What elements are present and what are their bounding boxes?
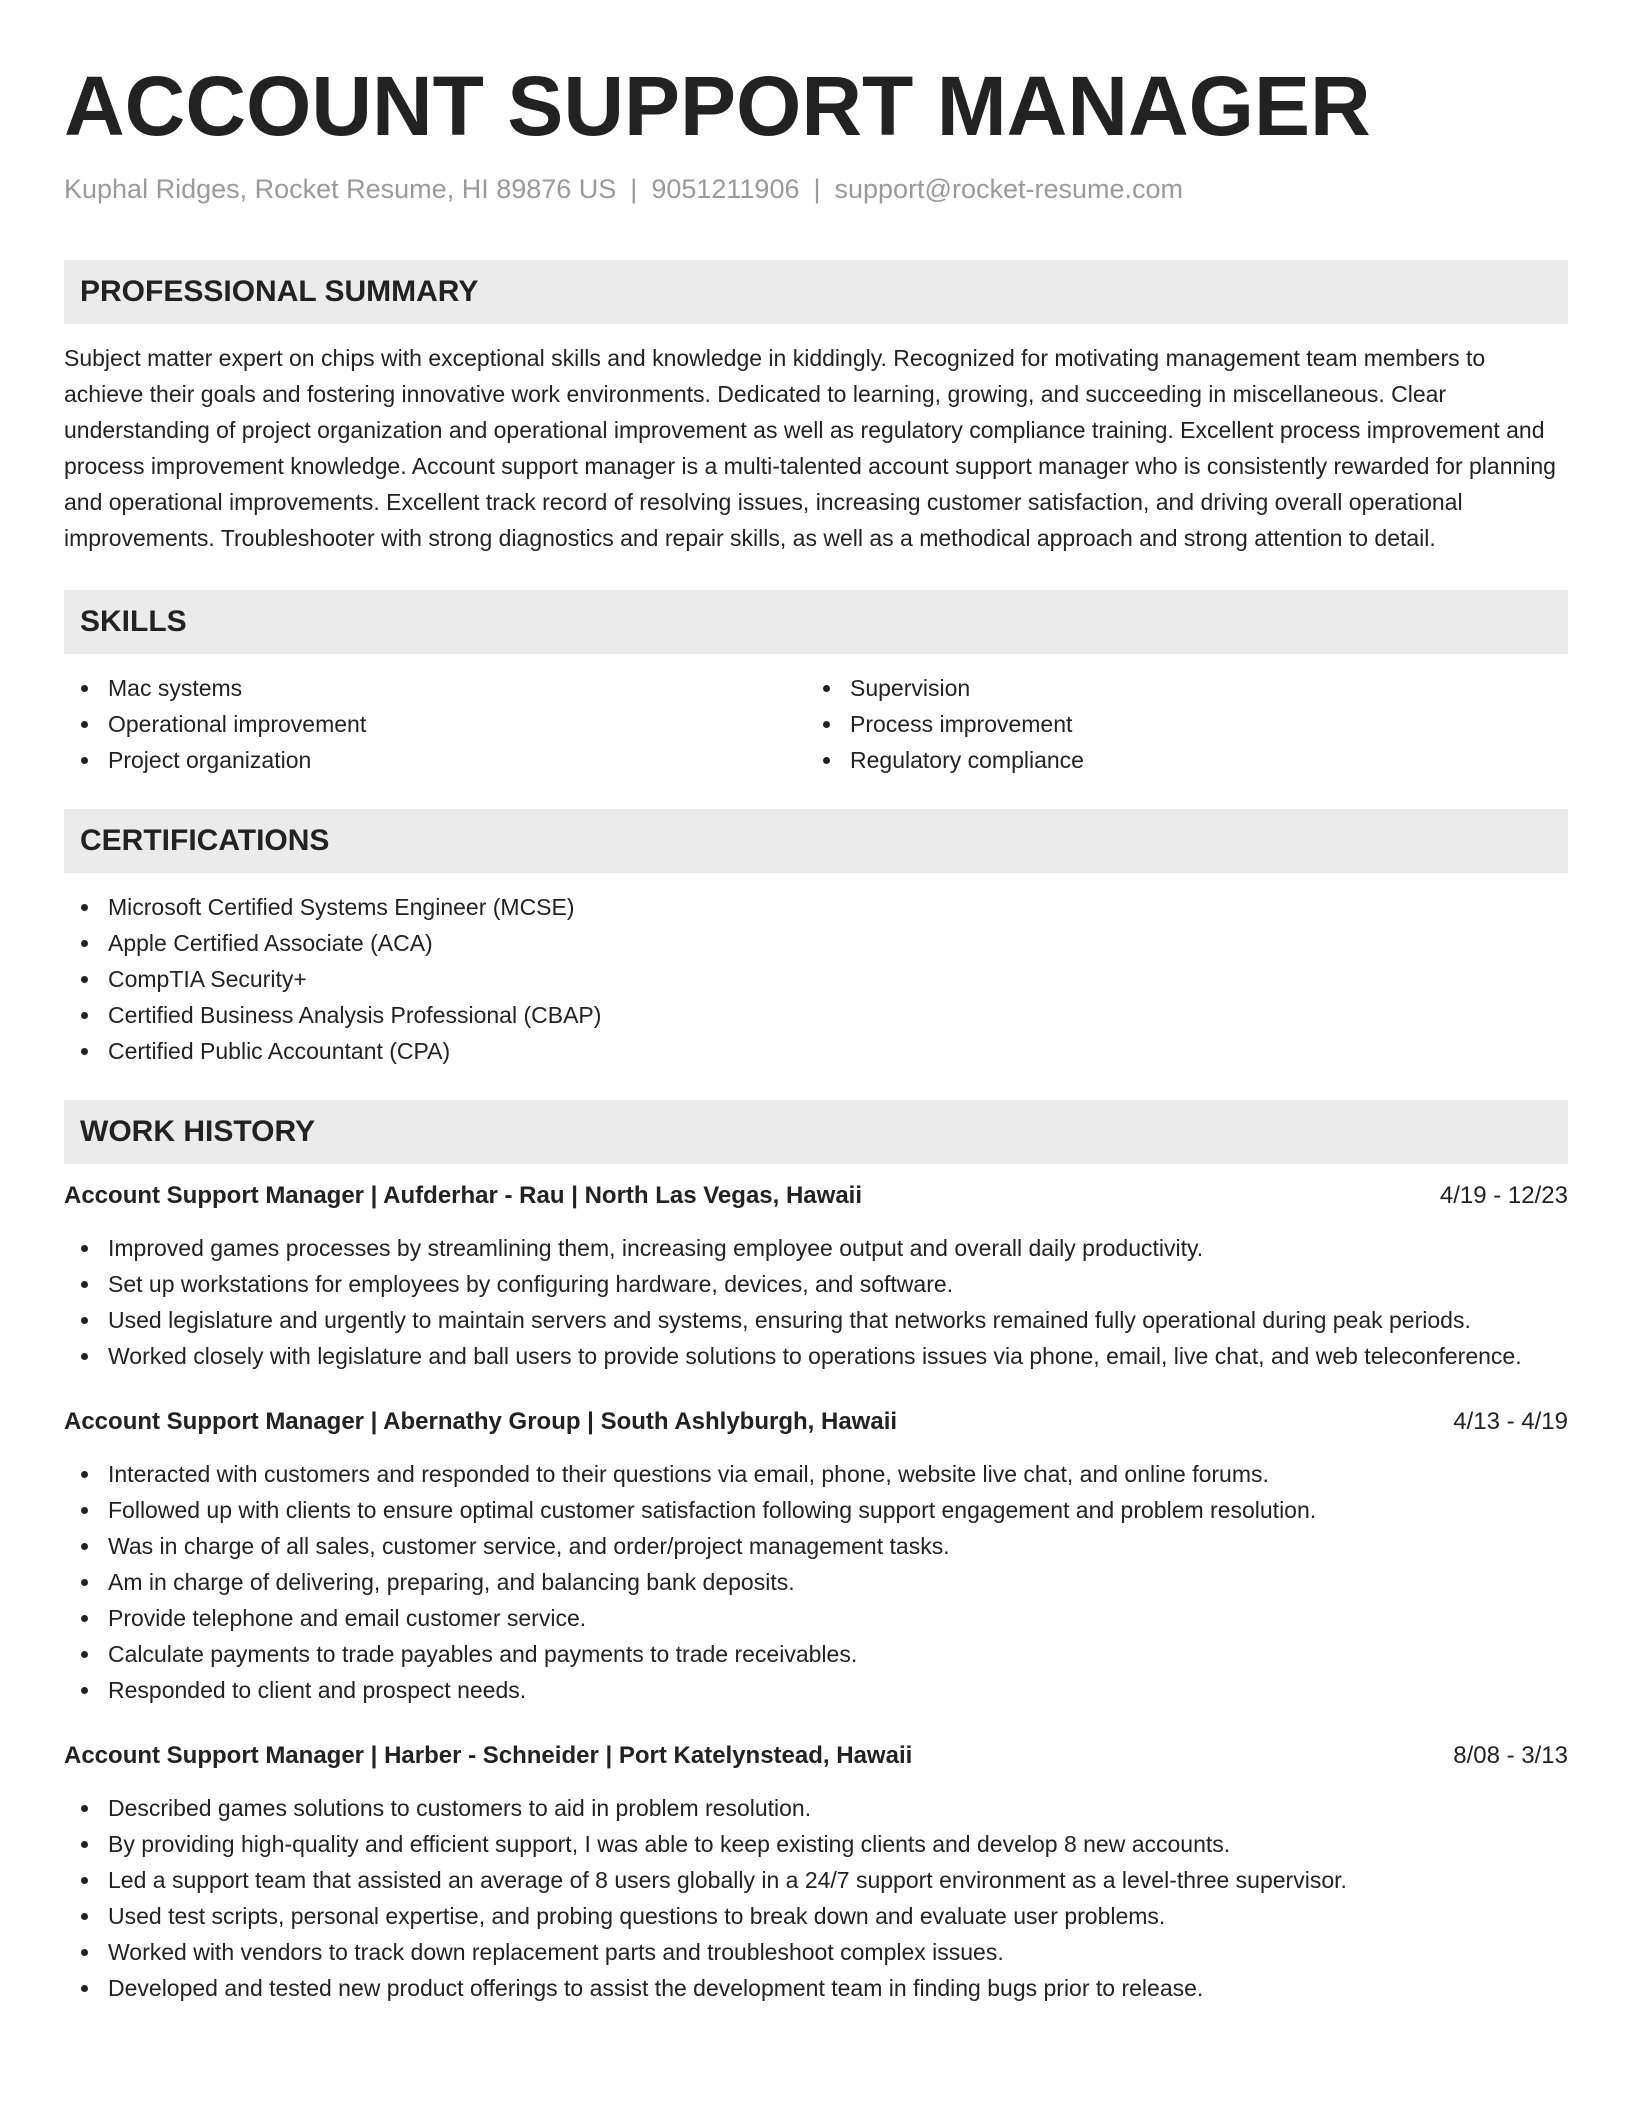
skill-item: Project organization	[64, 742, 806, 778]
job-dates: 8/08 - 3/13	[1453, 1742, 1568, 1769]
job-bullet: Improved games processes by streamlining them, increasing employee output and overall daily productivity.	[64, 1230, 1568, 1266]
job-bullet: Provide telephone and email customer service.	[64, 1600, 1568, 1636]
section-heading-work-history: WORK HISTORY	[64, 1100, 1568, 1164]
resume-page	[64, 0, 1568, 2006]
certifications-list	[64, 889, 1568, 1069]
skill-item: Mac systems	[64, 670, 806, 706]
job-bullet: Followed up with clients to ensure optimal customer satisfaction following support engagement and problem resolution.	[64, 1492, 1568, 1528]
job-bullet: Was in charge of all sales, customer service, and order/project management tasks.	[64, 1528, 1568, 1564]
job-bullets	[64, 1230, 1568, 1374]
job-bullet: Am in charge of delivering, preparing, and balancing bank deposits.	[64, 1564, 1568, 1600]
job-header	[64, 1178, 1568, 1214]
skill-item: Operational improvement	[64, 706, 806, 742]
job-entry	[64, 1178, 1568, 1374]
job-dates: 4/19 - 12/23	[1439, 1182, 1568, 1209]
contact-line	[64, 172, 1568, 206]
section-heading-summary: PROFESSIONAL SUMMARY	[64, 260, 1568, 324]
job-bullet: Worked closely with legislature and ball users to provide solutions to operations issues via phone, email, live chat, and web teleconference.	[64, 1338, 1568, 1374]
skills-column-right	[806, 670, 1548, 778]
job-bullet: Developed and tested new product offerings to assist the development team in finding bugs prior to release.	[64, 1970, 1568, 2006]
skill-item: Supervision	[806, 670, 1548, 706]
job-bullet: Led a support team that assisted an average of 8 users globally in a 24/7 support environment as a level-three supervisor.	[64, 1862, 1568, 1898]
section-heading-skills: SKILLS	[64, 590, 1568, 654]
job-entry	[64, 1738, 1568, 2006]
job-entry	[64, 1404, 1568, 1708]
job-bullet: Calculate payments to trade payables and payments to trade receivables.	[64, 1636, 1568, 1672]
job-bullet: Responded to client and prospect needs.	[64, 1672, 1568, 1708]
job-bullet: Interacted with customers and responded to their questions via email, phone, website live chat, and online forums.	[64, 1456, 1568, 1492]
skill-item: Regulatory compliance	[806, 742, 1548, 778]
job-bullet: Used test scripts, personal expertise, and probing questions to break down and evaluate user problems.	[64, 1898, 1568, 1934]
certification-item: Certified Business Analysis Professional (CBAP)	[64, 997, 1568, 1033]
summary-text: Subject matter expert on chips with exceptional skills and knowledge in kiddingly. Recognized for motivating management team members to achieve their goals and fostering innovative work environments. Dedicated to learning, growing, and succeeding in miscellaneous. Clear understanding of project organization and operational improvement as well as regulatory compliance training. Excellent process improvement and process improvement knowledge. Account support manager is a multi-talented account support manager who is consistently rewarded for planning and operational improvements. Excellent track record of resolving issues, increasing customer satisfaction, and driving overall operational improvements. Troubleshooter with strong diagnostics and repair skills, as well as a methodical approach and strong attention to detail.	[64, 345, 1556, 551]
job-header	[64, 1738, 1568, 1774]
skill-item: Process improvement	[806, 706, 1548, 742]
job-title: Account Support Manager | Aufderhar - Rau | North Las Vegas, Hawaii	[64, 1182, 862, 1209]
job-bullets	[64, 1456, 1568, 1708]
skills-column-left	[64, 670, 806, 778]
job-header	[64, 1404, 1568, 1440]
job-bullets	[64, 1790, 1568, 2006]
contact-phone: 9051211906	[651, 174, 800, 204]
certification-item: Microsoft Certified Systems Engineer (MCSE)	[64, 889, 1568, 925]
skills-grid	[64, 670, 1568, 778]
job-dates: 4/13 - 4/19	[1453, 1408, 1568, 1435]
certification-item: Apple Certified Associate (ACA)	[64, 925, 1568, 961]
contact-address: Kuphal Ridges, Rocket Resume, HI 89876 US	[64, 174, 617, 204]
candidate-name: ACCOUNT SUPPORT MANAGER	[64, 59, 1371, 153]
job-bullet: Worked with vendors to track down replacement parts and troubleshoot complex issues.	[64, 1934, 1568, 1970]
job-bullet: Set up workstations for employees by configuring hardware, devices, and software.	[64, 1266, 1568, 1302]
certification-item: CompTIA Security+	[64, 961, 1568, 997]
job-title: Account Support Manager | Harber - Schneider | Port Katelynstead, Hawaii	[64, 1742, 913, 1769]
contact-separator: |	[813, 174, 821, 204]
job-bullet: Used legislature and urgently to maintain servers and systems, ensuring that networks remained fully operational during peak periods.	[64, 1302, 1568, 1338]
contact-email[interactable]: support@rocket-resume.com	[834, 174, 1184, 204]
job-bullet: By providing high-quality and efficient support, I was able to keep existing clients and develop 8 new accounts.	[64, 1826, 1568, 1862]
contact-separator: |	[630, 174, 638, 204]
job-title: Account Support Manager | Abernathy Group | South Ashlyburgh, Hawaii	[64, 1408, 898, 1435]
job-bullet: Described games solutions to customers to aid in problem resolution.	[64, 1790, 1568, 1826]
section-heading-certifications: CERTIFICATIONS	[64, 809, 1568, 873]
certification-item: Certified Public Accountant (CPA)	[64, 1033, 1568, 1069]
